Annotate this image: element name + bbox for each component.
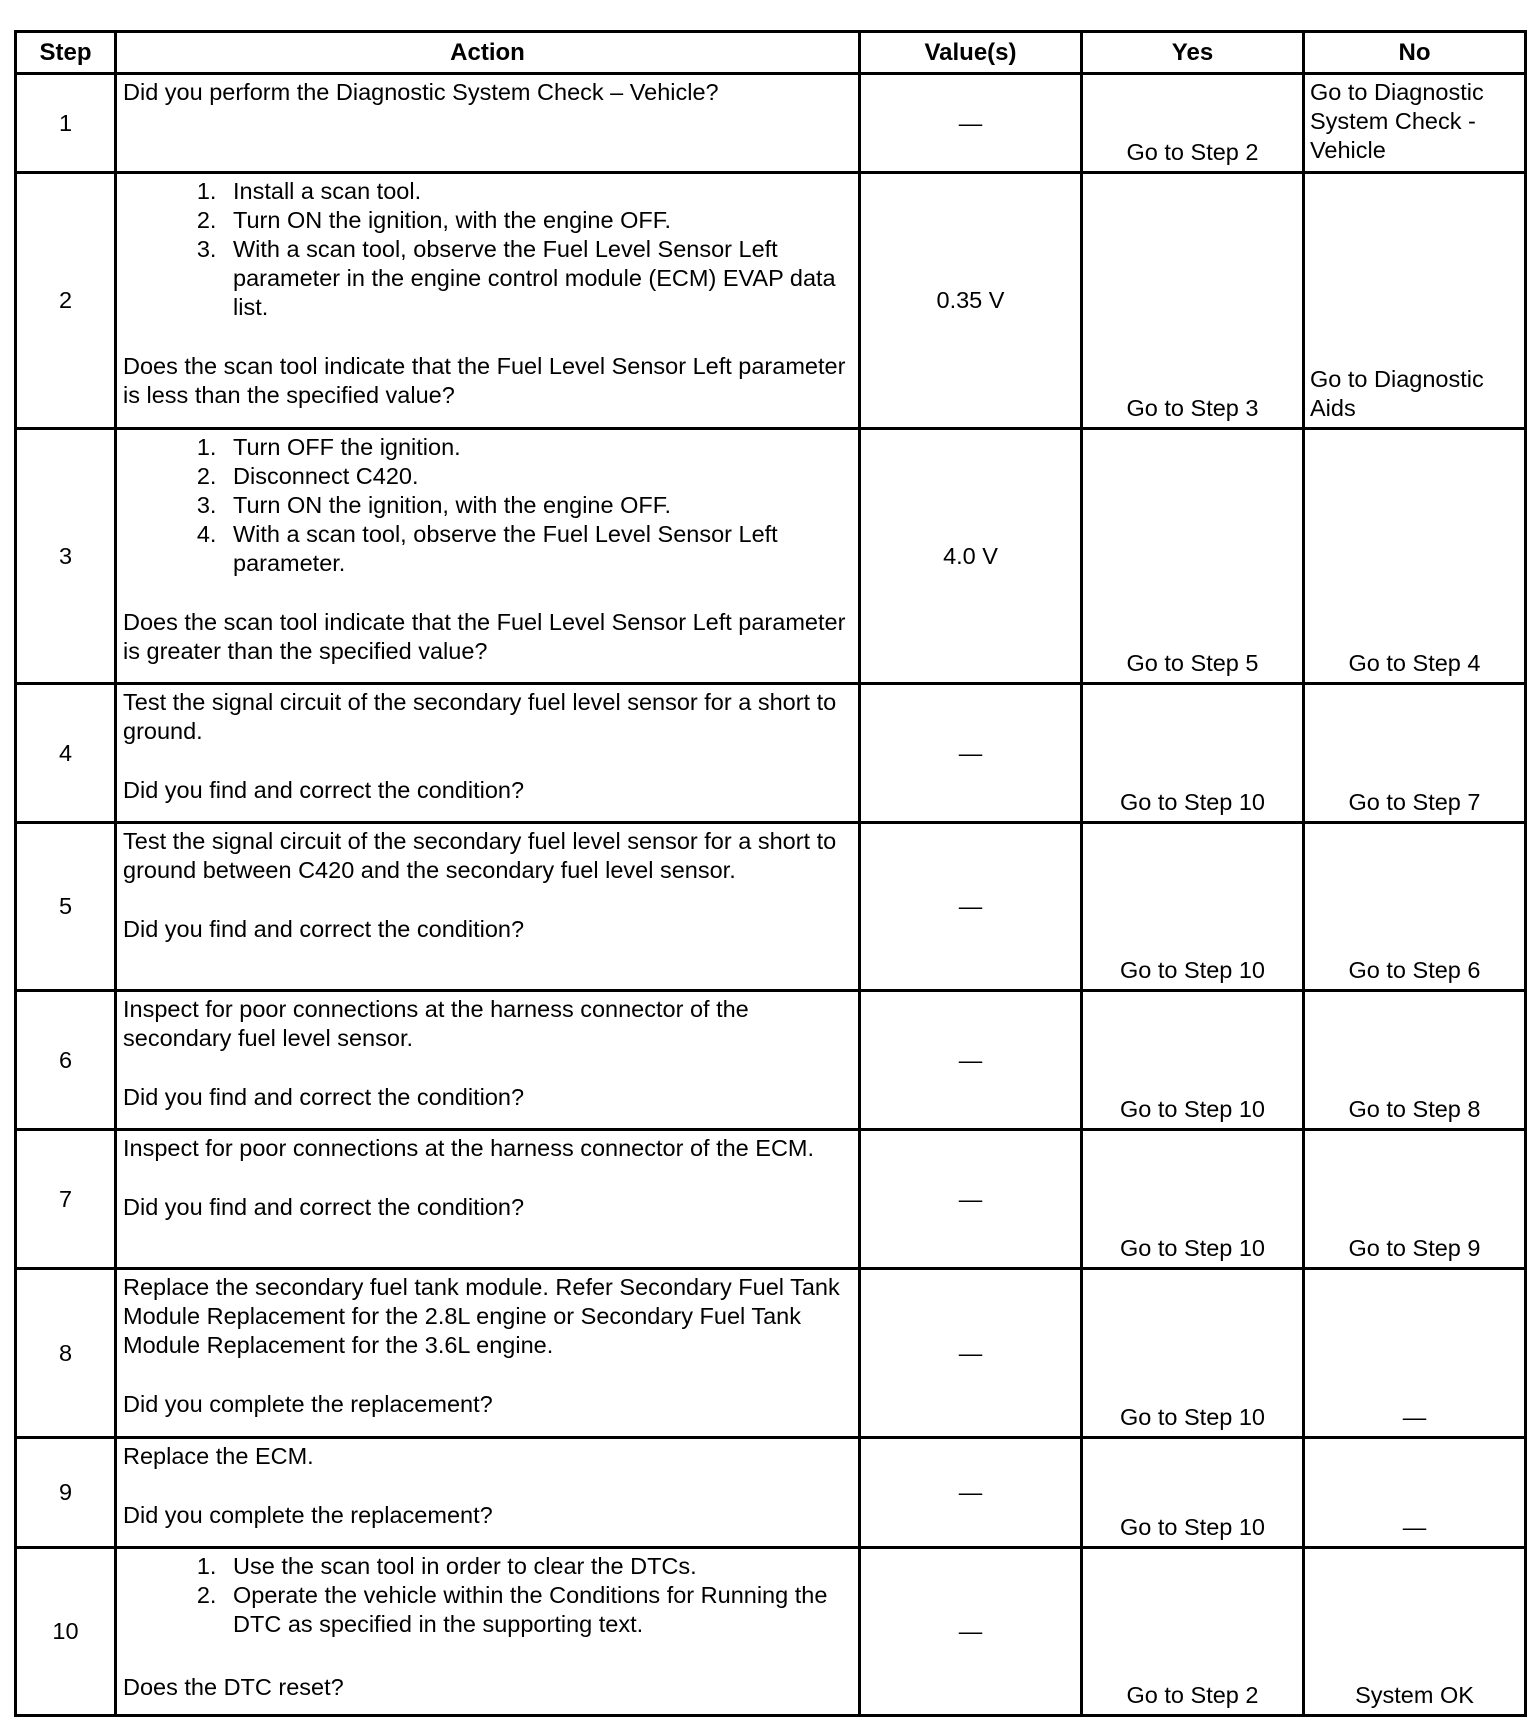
action-text: Did you perform the Diagnostic System Check – Vehicle? <box>116 74 860 173</box>
list-item: 3. With a scan tool, observe the Fuel Level Sensor Left parameter in the engine control module (ECM) EVAP data list. <box>223 235 852 322</box>
no-cell: Go to Diagnostic System Check - Vehicle <box>1304 74 1526 173</box>
action-cell <box>116 1438 860 1548</box>
step-number: 8 <box>16 1269 116 1438</box>
table-row <box>16 1130 1526 1269</box>
question-text: Does the DTC reset? <box>123 1674 344 1700</box>
action-text: Inspect for poor connections at the harness connector of the secondary fuel level sensor. <box>123 996 749 1051</box>
yes-cell: Go to Step 10 <box>1082 1438 1304 1548</box>
value-cell: — <box>860 74 1082 173</box>
yes-cell: Go to Step 10 <box>1082 1130 1304 1269</box>
no-cell: Go to Step 4 <box>1304 429 1526 684</box>
no-cell: — <box>1304 1438 1526 1548</box>
action-cell <box>116 823 860 991</box>
yes-cell: Go to Step 10 <box>1082 823 1304 991</box>
action-cell <box>116 429 860 684</box>
question-text: Did you find and correct the condition? <box>123 1084 525 1110</box>
value-cell: — <box>860 1548 1082 1716</box>
yes-cell: Go to Step 10 <box>1082 991 1304 1130</box>
step-number: 9 <box>16 1438 116 1548</box>
header-values: Value(s) <box>860 32 1082 74</box>
list-item: 2. Operate the vehicle within the Conditions for Running the DTC as specified in the supporting text. <box>223 1581 852 1639</box>
value-cell: — <box>860 1130 1082 1269</box>
no-cell: Go to Diagnostic Aids <box>1304 173 1526 429</box>
header-no: No <box>1304 32 1526 74</box>
step-number: 4 <box>16 684 116 823</box>
yes-cell: Go to Step 10 <box>1082 684 1304 823</box>
question-text: Did you find and correct the condition? <box>123 1194 525 1220</box>
table-row <box>16 429 1526 684</box>
value-cell: — <box>860 991 1082 1130</box>
list-item: 1. Use the scan tool in order to clear the DTCs. <box>223 1552 852 1581</box>
diagnostic-table <box>14 30 1527 1717</box>
instruction-list <box>123 1552 852 1639</box>
yes-cell: Go to Step 3 <box>1082 173 1304 429</box>
yes-cell: Go to Step 10 <box>1082 1269 1304 1438</box>
question-text: Did you complete the replacement? <box>123 1391 493 1417</box>
instruction-list <box>123 177 852 322</box>
table-row <box>16 74 1526 173</box>
no-cell: Go to Step 7 <box>1304 684 1526 823</box>
action-cell <box>116 1269 860 1438</box>
step-number: 2 <box>16 173 116 429</box>
step-number: 7 <box>16 1130 116 1269</box>
table-row <box>16 823 1526 991</box>
action-cell <box>116 684 860 823</box>
step-number: 5 <box>16 823 116 991</box>
no-cell: Go to Step 6 <box>1304 823 1526 991</box>
step-number: 1 <box>16 74 116 173</box>
question-text: Does the scan tool indicate that the Fuel Level Sensor Left parameter is greater than the specified value? <box>123 609 846 664</box>
value-cell: — <box>860 1269 1082 1438</box>
action-text: Replace the ECM. <box>123 1443 314 1469</box>
action-text: Replace the secondary fuel tank module. Refer Secondary Fuel Tank Module Replacement for the 2.8L engine or Secondary Fuel Tank Module Replacement for the 3.6L engine. <box>123 1274 840 1358</box>
list-item: 2. Turn ON the ignition, with the engine OFF. <box>223 206 852 235</box>
value-cell: 0.35 V <box>860 173 1082 429</box>
yes-cell: Go to Step 2 <box>1082 74 1304 173</box>
list-item: 1. Install a scan tool. <box>223 177 852 206</box>
action-cell <box>116 1548 860 1716</box>
question-text: Did you complete the replacement? <box>123 1502 493 1528</box>
list-item: 2. Disconnect C420. <box>223 462 852 491</box>
table-row <box>16 1438 1526 1548</box>
step-number: 3 <box>16 429 116 684</box>
step-number: 10 <box>16 1548 116 1716</box>
header-action: Action <box>116 32 860 74</box>
value-cell: — <box>860 1438 1082 1548</box>
header-yes: Yes <box>1082 32 1304 74</box>
step-number: 6 <box>16 991 116 1130</box>
no-cell: Go to Step 8 <box>1304 991 1526 1130</box>
value-cell: — <box>860 684 1082 823</box>
no-cell: — <box>1304 1269 1526 1438</box>
action-cell <box>116 173 860 429</box>
yes-cell: Go to Step 2 <box>1082 1548 1304 1716</box>
value-cell: — <box>860 823 1082 991</box>
table-row <box>16 1269 1526 1438</box>
no-cell: Go to Step 9 <box>1304 1130 1526 1269</box>
question-text: Did you find and correct the condition? <box>123 777 525 803</box>
table-row <box>16 991 1526 1130</box>
yes-cell: Go to Step 5 <box>1082 429 1304 684</box>
list-item: 1. Turn OFF the ignition. <box>223 433 852 462</box>
question-text: Did you find and correct the condition? <box>123 916 525 942</box>
action-text: Inspect for poor connections at the harness connector of the ECM. <box>123 1135 815 1161</box>
list-item: 3. Turn ON the ignition, with the engine OFF. <box>223 491 852 520</box>
table-row <box>16 1548 1526 1716</box>
action-text: Test the signal circuit of the secondary fuel level sensor for a short to ground between C420 and the secondary fuel level sensor. <box>123 828 837 883</box>
table-row <box>16 173 1526 429</box>
no-cell: System OK <box>1304 1548 1526 1716</box>
action-text: Test the signal circuit of the secondary fuel level sensor for a short to ground. <box>123 689 837 744</box>
table-row <box>16 684 1526 823</box>
question-text: Does the scan tool indicate that the Fuel Level Sensor Left parameter is less than the specified value? <box>123 353 846 408</box>
value-cell: 4.0 V <box>860 429 1082 684</box>
instruction-list <box>123 433 852 578</box>
action-cell <box>116 1130 860 1269</box>
action-cell <box>116 991 860 1130</box>
header-step: Step <box>16 32 116 74</box>
header-row <box>16 32 1526 74</box>
list-item: 4. With a scan tool, observe the Fuel Level Sensor Left parameter. <box>223 520 852 578</box>
